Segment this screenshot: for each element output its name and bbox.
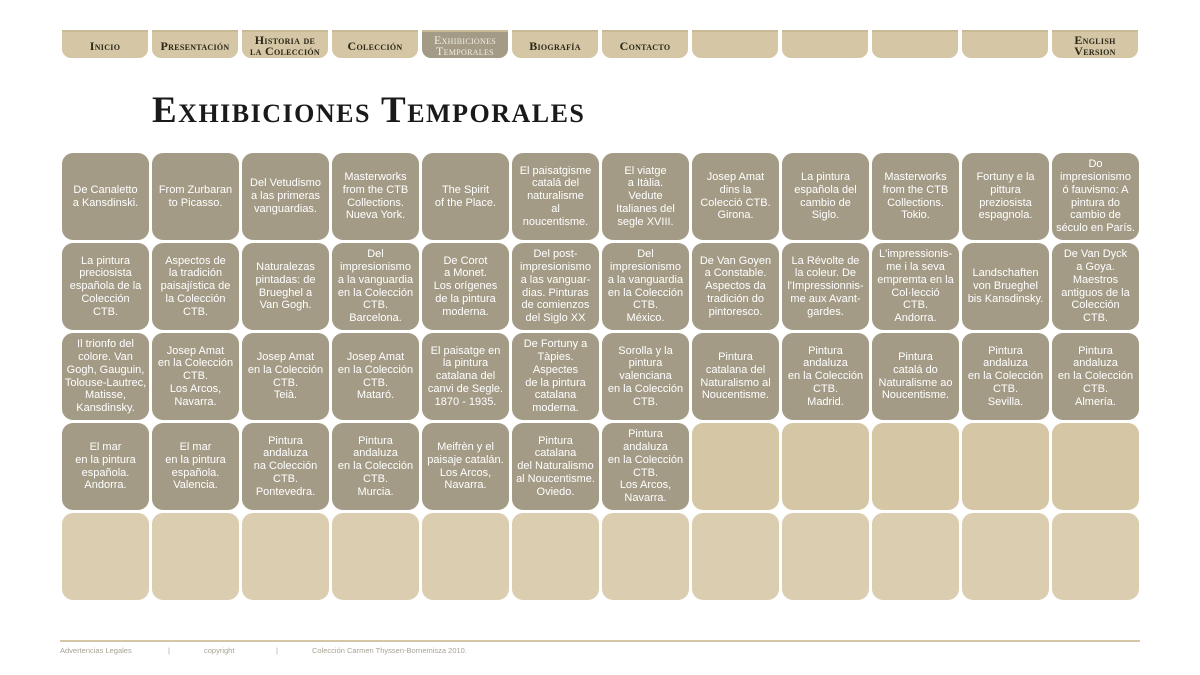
empty-tile xyxy=(872,423,959,510)
exhibition-title: Pintura andaluza en la Colección CTB. Madrid. xyxy=(787,344,864,408)
exhibition-title: De Canaletto a Kansdinski. xyxy=(72,183,139,209)
exhibition-title: Pintura andaluza en la Colección CTB. Sevilla. xyxy=(967,344,1044,408)
empty-tile xyxy=(692,423,779,510)
empty-tile xyxy=(242,513,329,600)
exhibition-title: Pintura catalana del Naturalismo al Noucentisme. xyxy=(700,350,771,402)
exhibition-tile[interactable] xyxy=(242,423,329,510)
empty-tile xyxy=(962,423,1049,510)
exhibition-tile[interactable] xyxy=(1052,243,1139,330)
empty-tile xyxy=(782,423,869,510)
exhibition-title: El viatge a Itàlia. Vedute Italianes del segle XVIII. xyxy=(616,164,675,228)
exhibition-tile[interactable] xyxy=(962,243,1049,330)
exhibition-title: De Van Dyck a Goya. Maestros antiguos de la Colección CTB. xyxy=(1061,248,1130,325)
exhibition-title: Masterworks from the CTB Collections. Nueva York. xyxy=(342,170,409,222)
exhibition-title: Pintura catalana del Naturalismo al Noucentisme. Oviedo. xyxy=(516,434,595,498)
exhibition-title: Do impresionismo ó fauvismo: A pintura do cambio de século en París. xyxy=(1056,158,1135,235)
nav-tab[interactable]: Contacto xyxy=(602,30,688,58)
exhibition-title: El mar en la pintura española. Andorra. xyxy=(75,440,136,492)
empty-tile xyxy=(962,513,1049,600)
nav-empty-tab xyxy=(782,30,868,58)
exhibition-tile[interactable] xyxy=(692,153,779,240)
owner-credit: Colección Carmen Thyssen-Bornemisza 2010. xyxy=(312,646,467,655)
nav-tab[interactable]: Inicio xyxy=(62,30,148,58)
exhibition-title: L'impressionis- me i la seva empremta en la Col·lecció CTB. Andorra. xyxy=(877,248,954,325)
exhibition-tile[interactable] xyxy=(782,153,869,240)
exhibition-tile[interactable] xyxy=(152,333,239,420)
exhibition-title: Pintura andaluza en la Colección CTB. Almería. xyxy=(1057,344,1134,408)
exhibition-title: Pintura catalá do Naturalisme ao Noucentisme. xyxy=(878,350,953,402)
exhibition-tile[interactable] xyxy=(152,243,239,330)
exhibitions-grid xyxy=(62,153,1140,601)
exhibition-tile[interactable] xyxy=(422,423,509,510)
exhibition-tile[interactable] xyxy=(602,423,689,510)
empty-tile xyxy=(872,513,959,600)
exhibition-title: La pintura española del cambio de Siglo. xyxy=(794,170,857,222)
exhibition-title: The Spirit of the Place. xyxy=(434,183,497,209)
empty-tile xyxy=(422,513,509,600)
exhibition-tile[interactable] xyxy=(422,333,509,420)
exhibition-tile[interactable] xyxy=(62,333,149,420)
exhibition-tile[interactable] xyxy=(962,153,1049,240)
footer-divider xyxy=(60,640,1140,642)
exhibition-title: Pintura andaluza en la Colección CTB. Murcia. xyxy=(337,434,414,498)
footer-separator: | xyxy=(168,646,170,655)
exhibition-tile[interactable] xyxy=(512,423,599,510)
exhibition-tile[interactable] xyxy=(782,243,869,330)
exhibition-tile[interactable] xyxy=(152,153,239,240)
exhibition-title: Landschaften von Brueghel bis Kansdinsky. xyxy=(967,267,1044,305)
exhibition-title: Meifrèn y el paisaje catalán. Los Arcos, Navarra. xyxy=(427,440,504,492)
exhibition-tile[interactable] xyxy=(152,423,239,510)
exhibition-title: Sorolla y la pintura valenciana en la Colección CTB. xyxy=(607,344,684,408)
exhibition-title: Del impresionismo a la vanguardia en la Colección CTB. México. xyxy=(607,248,684,325)
exhibition-title: La Révolte de la coleur. De l'Impressionnis- me aux Avant- gardes. xyxy=(787,254,864,318)
exhibition-tile[interactable] xyxy=(332,153,419,240)
exhibition-title: Josep Amat dins la Colecció CTB. Girona. xyxy=(700,170,771,222)
exhibition-tile[interactable] xyxy=(872,153,959,240)
exhibition-tile[interactable] xyxy=(332,423,419,510)
exhibition-title: From Zurbaran to Picasso. xyxy=(158,183,233,209)
exhibition-tile[interactable] xyxy=(1052,333,1139,420)
exhibition-tile[interactable] xyxy=(242,333,329,420)
legal-notice-link[interactable]: Advertencias Legales xyxy=(60,646,132,655)
main-navigation xyxy=(62,30,1140,60)
exhibition-title: De Fortuny a Tàpies. Aspectes de la pintura catalana moderna. xyxy=(523,338,588,415)
exhibition-tile[interactable] xyxy=(872,243,959,330)
nav-empty-tab xyxy=(872,30,958,58)
nav-tab[interactable]: Colección xyxy=(332,30,418,58)
nav-tab[interactable]: English Version xyxy=(1052,30,1138,58)
exhibition-title: Il trionfo del colore. Van Gogh, Gauguin, Tolouse-Lautrec, Matisse, Kansdinsky. xyxy=(64,338,147,415)
exhibition-tile[interactable] xyxy=(512,153,599,240)
nav-tab[interactable]: Biografía xyxy=(512,30,598,58)
exhibition-title: Naturalezas pintadas: de Brueghel a Van Gogh. xyxy=(255,260,316,312)
footer-separator: | xyxy=(276,646,278,655)
empty-tile xyxy=(332,513,419,600)
exhibition-title: Aspectos de la tradición paisajística de la Colección CTB. xyxy=(160,254,231,318)
exhibition-title: El paisatge en la pintura catalana del canvi de Segle. 1870 - 1935. xyxy=(427,344,504,408)
nav-empty-tab xyxy=(962,30,1048,58)
exhibition-title: Del impresionismo a la vanguardia en la Colección CTB. Barcelona. xyxy=(337,248,414,325)
empty-tile xyxy=(782,513,869,600)
nav-tab[interactable]: Historia de la Colección xyxy=(242,30,328,58)
empty-tile xyxy=(1052,513,1139,600)
empty-tile xyxy=(62,513,149,600)
exhibition-title: El mar en la pintura española. Valencia. xyxy=(165,440,226,492)
exhibition-title: Fortuny e la pittura preziosista espagnola. xyxy=(976,170,1035,222)
exhibition-title: De Van Goyen a Constable. Aspectos da tradición do pintoresco. xyxy=(699,254,772,318)
nav-tab[interactable]: Presentación xyxy=(152,30,238,58)
exhibition-tile[interactable] xyxy=(602,153,689,240)
exhibition-tile[interactable] xyxy=(962,333,1049,420)
exhibition-tile[interactable] xyxy=(602,333,689,420)
exhibition-tile[interactable] xyxy=(242,243,329,330)
exhibition-title: De Corot a Monet. Los orígenes de la pintura moderna. xyxy=(433,254,498,318)
exhibition-tile[interactable] xyxy=(512,243,599,330)
exhibition-tile[interactable] xyxy=(512,333,599,420)
exhibition-tile[interactable] xyxy=(422,153,509,240)
exhibition-title: Josep Amat en la Colección CTB. Mataró. xyxy=(337,350,414,402)
exhibition-title: La pintura preciosista española de la Colección CTB. xyxy=(69,254,142,318)
exhibition-tile[interactable] xyxy=(782,333,869,420)
empty-tile xyxy=(1052,423,1139,510)
exhibition-title: Del post- impresionismo a las vanguar- dias. Pinturas de comienzos del Siglo XX xyxy=(520,248,591,325)
exhibition-title: Masterworks from the CTB Collections. Tokio. xyxy=(882,170,949,222)
empty-tile xyxy=(692,513,779,600)
exhibition-tile[interactable] xyxy=(62,243,149,330)
empty-tile xyxy=(512,513,599,600)
empty-tile xyxy=(602,513,689,600)
empty-tile xyxy=(152,513,239,600)
nav-empty-tab xyxy=(692,30,778,58)
exhibition-title: Pintura andaluza en la Colección CTB. Los Arcos, Navarra. xyxy=(607,428,684,505)
exhibition-title: Pintura andaluza na Colección CTB. Pontevedra. xyxy=(253,434,318,498)
copyright-link[interactable]: copyright xyxy=(204,646,235,655)
exhibition-tile[interactable] xyxy=(242,153,329,240)
nav-tab[interactable]: Exhibiciones Temporales xyxy=(422,30,508,58)
exhibition-title: El paisatgisme catalá del naturalisme al noucentisme. xyxy=(519,164,592,228)
exhibition-tile[interactable] xyxy=(62,153,149,240)
exhibition-tile[interactable] xyxy=(692,333,779,420)
exhibition-tile[interactable] xyxy=(332,333,419,420)
exhibition-tile[interactable] xyxy=(62,423,149,510)
exhibition-tile[interactable] xyxy=(422,243,509,330)
exhibition-title: Josep Amat en la Colección CTB. Teià. xyxy=(247,350,324,402)
exhibition-tile[interactable] xyxy=(1052,153,1139,240)
exhibition-tile[interactable] xyxy=(332,243,419,330)
exhibition-title: Josep Amat en la Colección CTB. Los Arcos, Navarra. xyxy=(157,344,234,408)
exhibition-tile[interactable] xyxy=(692,243,779,330)
page-title: Exhibiciones Temporales xyxy=(152,90,586,131)
exhibition-title: Del Vetudismo a las primeras vanguardias. xyxy=(250,177,321,215)
exhibition-tile[interactable] xyxy=(602,243,689,330)
exhibition-tile[interactable] xyxy=(872,333,959,420)
